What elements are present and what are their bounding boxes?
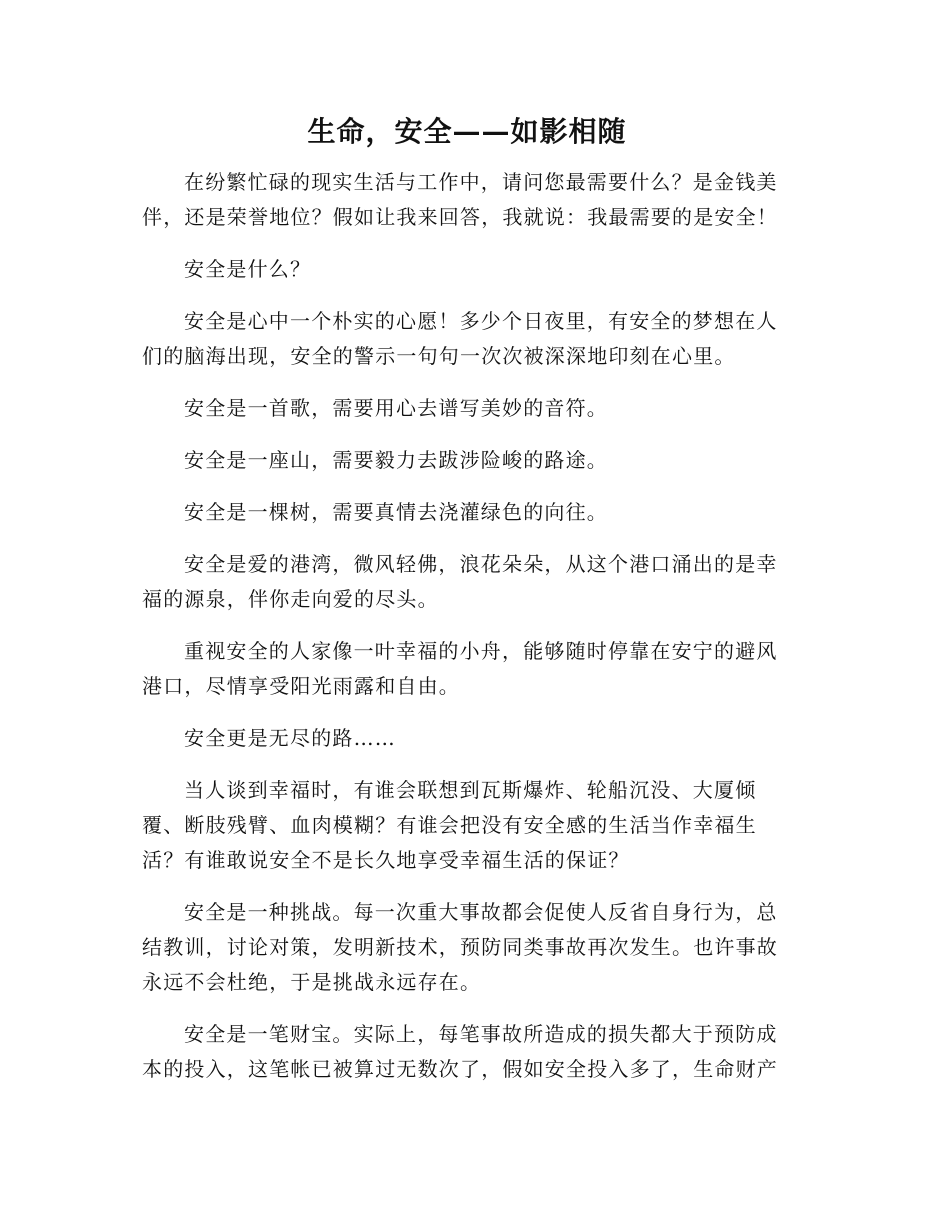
paragraph-1: 在纷繁忙碌的现实生活与工作中，请问您最需要什么？是金钱美伴，还是荣誉地位？假如让我来回答，我就说：我最需要的是安全！: [142, 170, 778, 229]
document-title: 生命，安全——如影相随: [307, 115, 627, 148]
document-content: [142, 110, 792, 1087]
paragraph-3: 安全是心中一个朴实的心愿！多少个日夜里，有安全的梦想在人们的脑海出现，安全的警示一句句一次次被深深地印刻在心里。: [142, 309, 778, 368]
paragraph-7: 安全是爱的港湾，微风轻佛，浪花朵朵，从这个港口涌出的是幸福的源泉，伴你走向爱的尽头。: [142, 552, 778, 611]
paragraph-11: 安全是一种挑战。每一次重大事故都会促使人反省自身行为，总结教训，讨论对策，发明新技术，预防同类事故再次发生。也许事故永远不会杜绝，于是挑战永远存在。: [142, 900, 778, 994]
paragraph-4: 安全是一首歌，需要用心去谱写美妙的音符。: [184, 396, 608, 420]
paragraph-6: 安全是一棵树，需要真情去浇灌绿色的向往。: [184, 500, 608, 524]
paragraph-10: 当人谈到幸福时，有谁会联想到瓦斯爆炸、轮船沉没、大厦倾覆、断肢残臂、血肉模糊？有谁会把没有安全感的生活当作幸福生活？有谁敢说安全不是长久地享受幸福生活的保证？: [142, 778, 757, 872]
paragraph-8: 重视安全的人家像一叶幸福的小舟，能够随时停靠在安宁的避风港口，尽情享受阳光雨露和自由。: [142, 639, 778, 698]
paragraph-5: 安全是一座山，需要毅力去跋涉险峻的路途。: [184, 448, 608, 472]
paragraph-12: 安全是一笔财宝。实际上，每笔事故所造成的损失都大于预防成本的投入，这笔帐已被算过无数次了，假如安全投入多了，生命财产: [142, 1022, 778, 1081]
paragraph-9: 安全更是无尽的路……: [184, 726, 396, 750]
paragraph-2: 安全是什么？: [184, 257, 312, 281]
